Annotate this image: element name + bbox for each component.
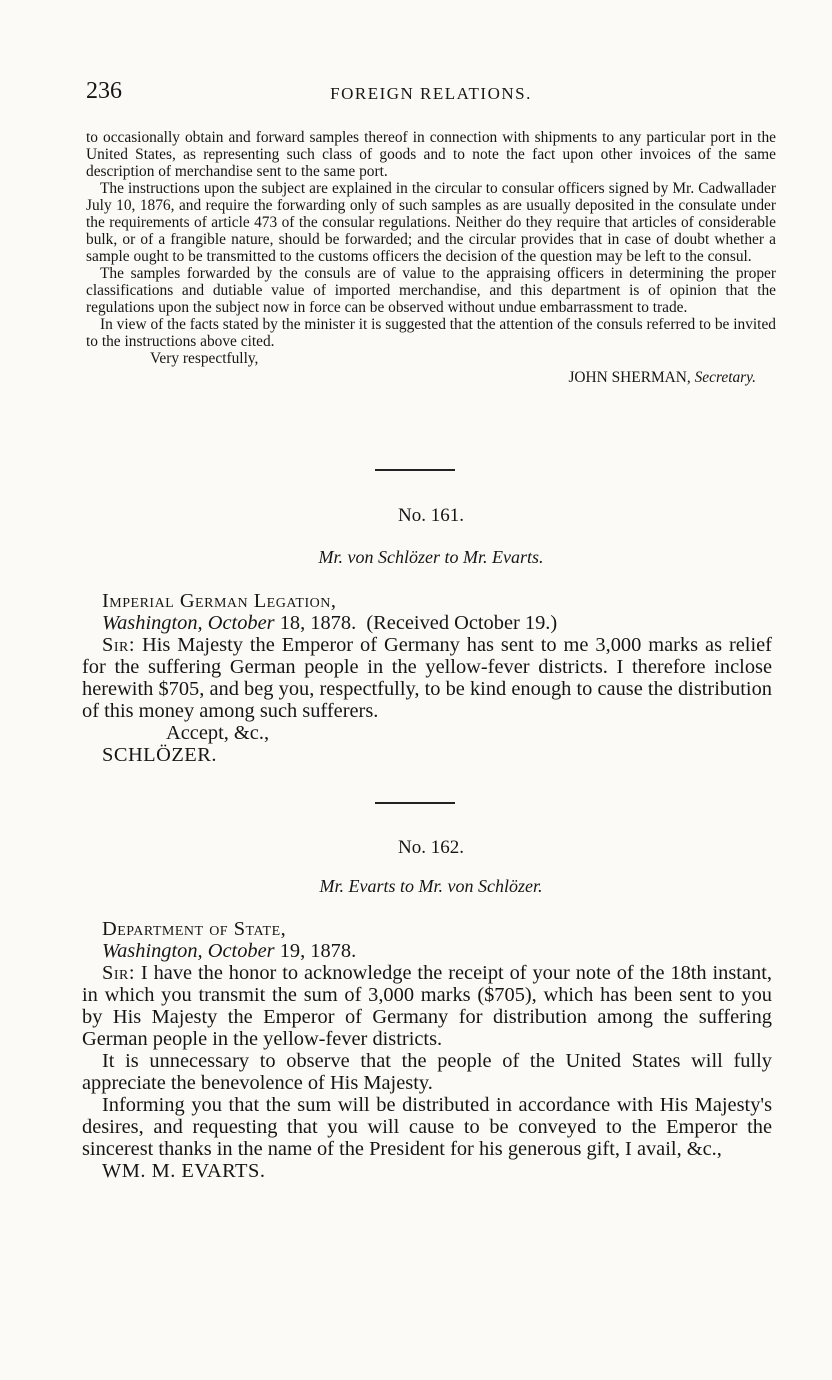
letter-body: Sir: I have the honor to acknowledge the receipt of your note of the 18th instant, in which you transmit the sum of 3,000 marks ($705), which has been sent to you by His Majesty the Emperor of Germany for distribution among the suffering German people in the yellow-fever districts. (82, 962, 772, 1050)
continuation-paragraph: to occasionally obtain and forward samples thereof in connection with shipments to any particular port in the United States, as representing such class of goods and to note the fact upon other invoices of the same description of merchandise sent to the same port. (86, 129, 776, 180)
continuation-section (86, 129, 776, 386)
letter-body: Sir: His Majesty the Emperor of Germany has sent to me 3,000 marks as relief for the suffering German people in the yellow-fever districts. I therefore inclose herewith $705, and beg you, respectfully, to be kind enough to cause the distribution of this money among such sufferers. (82, 634, 772, 722)
continuation-closing: Very respectfully, (150, 350, 259, 367)
letter-body: It is unnecessary to observe that the people of the United States will fully appreciate the benevolence of His Majesty. (82, 1050, 772, 1094)
letter-signature: SCHLÖZER. (102, 744, 217, 766)
letter-161 (82, 590, 772, 766)
continuation-paragraph: The instructions upon the subject are explained in the circular to consular officers signed by Mr. Cadwallader July 10, 1876, and require the forwarding only of such samples as are usually deposited in the consulate under the requirements of article 473 of the consular regulations. Neither do they require that articles of considerable bulk, or of a frangible nature, should be forwarded; and the circular provides that in case of doubt whether a sample ought to be transmitted to the customs officers the decision of the question may be left to the consul. (86, 180, 776, 265)
letter-dateline: Washington, October 18, 1878. (Received October 19.) (102, 612, 558, 634)
letter-body: Informing you that the sum will be distributed in accordance with His Majesty's desires, and requesting that you will cause to be conveyed to the Emperor the sincerest thanks in the name of the President for his generous gift, I avail, &c., (82, 1094, 772, 1160)
salutation: Sir: (102, 634, 136, 656)
continuation-paragraph: The samples forwarded by the consuls are of value to the appraising officers in determining the proper classifications and dutiable value of imported merchandise, and this department is of opinion that the regulations upon the subject now in force can be observed without undue embarrassment to trade. (86, 265, 776, 316)
signature-name: JOHN SHERMAN, (568, 369, 691, 386)
letter-signature: WM. M. EVARTS. (102, 1160, 266, 1182)
letter-closing: Accept, &c., (166, 722, 270, 744)
salutation: Sir: (102, 962, 136, 984)
document-title: Mr. Evarts to Mr. von Schlözer. (319, 876, 543, 896)
received-note: (Received October 19.) (366, 612, 558, 634)
section-divider (375, 802, 455, 804)
page-number: 236 (86, 78, 122, 104)
document-number: No. 162. (398, 837, 464, 858)
running-title: FOREIGN RELATIONS. (330, 84, 532, 103)
letter-sender: Department of State, (102, 918, 287, 940)
letter-162 (82, 918, 772, 1182)
signature-title: Secretary. (694, 369, 756, 386)
document-number: No. 161. (398, 505, 464, 526)
continuation-signature (86, 369, 776, 386)
letter-sender: Imperial German Legation, (102, 590, 337, 612)
continuation-paragraph: In view of the facts stated by the minister it is suggested that the attention of the consuls referred to be invited to the instructions above cited. (86, 316, 776, 350)
section-divider (375, 469, 455, 471)
letter-dateline: Washington, October 19, 1878. (102, 940, 357, 962)
page-header (86, 78, 776, 108)
document-title: Mr. von Schlözer to Mr. Evarts. (318, 547, 544, 567)
